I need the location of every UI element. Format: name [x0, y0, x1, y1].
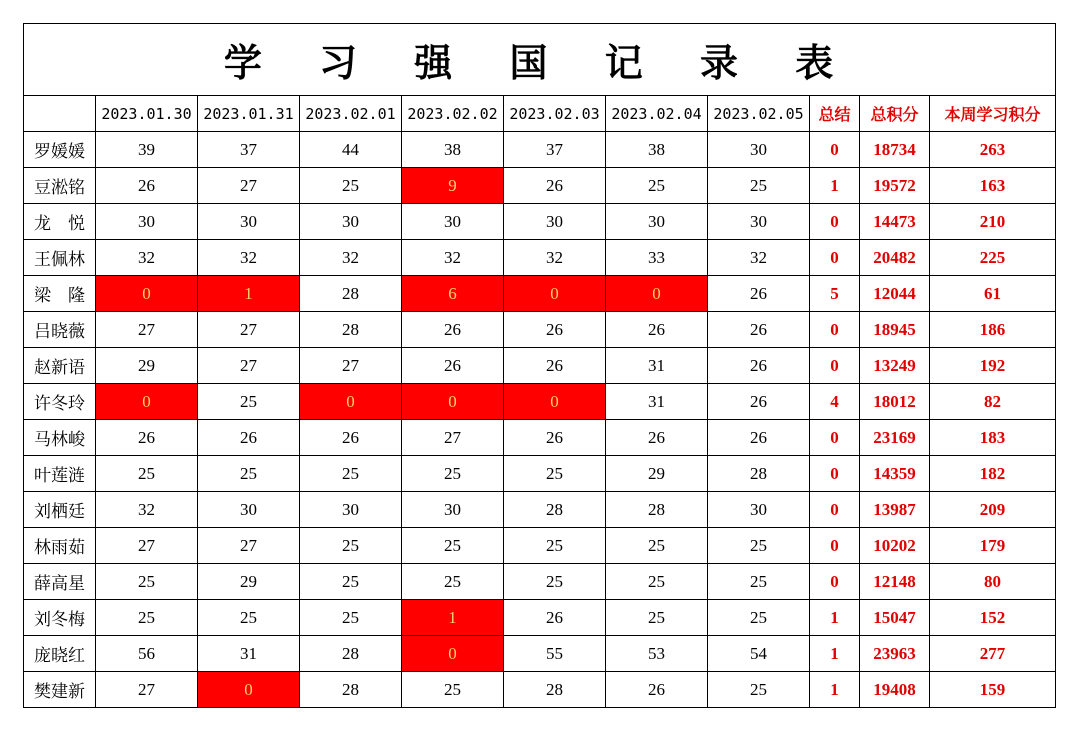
- score-cell: 30: [96, 204, 198, 240]
- score-cell: 25: [504, 564, 606, 600]
- name-cell: 罗媛媛: [24, 132, 96, 168]
- table-row: [24, 672, 1056, 708]
- table-row: [24, 600, 1056, 636]
- score-cell: 25: [504, 528, 606, 564]
- score-cell: 26: [708, 312, 810, 348]
- score-cell: 31: [606, 348, 708, 384]
- score-cell: 32: [198, 240, 300, 276]
- name-cell: 樊建新: [24, 672, 96, 708]
- score-cell: 26: [504, 312, 606, 348]
- total-cell: 23963: [860, 636, 930, 672]
- score-cell: 29: [96, 348, 198, 384]
- name-cell: 龙 悦: [24, 204, 96, 240]
- table-row: [24, 204, 1056, 240]
- total-cell: 20482: [860, 240, 930, 276]
- record-sheet: [23, 23, 1055, 708]
- score-cell: 30: [708, 204, 810, 240]
- score-cell: 26: [708, 348, 810, 384]
- table-row: [24, 528, 1056, 564]
- score-cell: 25: [96, 600, 198, 636]
- score-cell: 25: [300, 600, 402, 636]
- score-cell: 32: [300, 240, 402, 276]
- week-cell: 183: [930, 420, 1056, 456]
- week-cell: 179: [930, 528, 1056, 564]
- total-cell: 13249: [860, 348, 930, 384]
- score-cell: 26: [708, 420, 810, 456]
- total-cell: 18945: [860, 312, 930, 348]
- total-cell: 10202: [860, 528, 930, 564]
- score-cell: 30: [606, 204, 708, 240]
- week-cell: 159: [930, 672, 1056, 708]
- summary-cell: 0: [810, 456, 860, 492]
- score-cell: 26: [606, 420, 708, 456]
- total-cell: 12148: [860, 564, 930, 600]
- summary-cell: 4: [810, 384, 860, 420]
- flagged-score-cell: 0: [606, 276, 708, 312]
- score-cell: 27: [198, 348, 300, 384]
- score-cell: 54: [708, 636, 810, 672]
- week-cell: 61: [930, 276, 1056, 312]
- summary-cell: 1: [810, 168, 860, 204]
- score-cell: 38: [402, 132, 504, 168]
- table-row: [24, 168, 1056, 204]
- score-cell: 39: [96, 132, 198, 168]
- week-cell: 163: [930, 168, 1056, 204]
- record-table: [23, 23, 1056, 708]
- flagged-score-cell: 0: [402, 636, 504, 672]
- name-cell: 梁 隆: [24, 276, 96, 312]
- name-cell: 刘冬梅: [24, 600, 96, 636]
- score-cell: 26: [504, 168, 606, 204]
- flagged-score-cell: 0: [402, 384, 504, 420]
- score-cell: 32: [402, 240, 504, 276]
- score-cell: 27: [300, 348, 402, 384]
- total-cell: 14473: [860, 204, 930, 240]
- summary-cell: 0: [810, 132, 860, 168]
- summary-cell: 0: [810, 204, 860, 240]
- summary-cell: 0: [810, 564, 860, 600]
- score-cell: 25: [198, 384, 300, 420]
- summary-cell: 1: [810, 636, 860, 672]
- score-cell: 29: [198, 564, 300, 600]
- summary-cell: 0: [810, 348, 860, 384]
- name-cell: 豆淞铭: [24, 168, 96, 204]
- score-cell: 38: [606, 132, 708, 168]
- score-cell: 27: [198, 312, 300, 348]
- score-cell: 37: [504, 132, 606, 168]
- score-cell: 26: [96, 420, 198, 456]
- total-cell: 23169: [860, 420, 930, 456]
- summary-cell: 0: [810, 240, 860, 276]
- score-cell: 30: [300, 204, 402, 240]
- name-cell: 马林峻: [24, 420, 96, 456]
- summary-cell: 1: [810, 600, 860, 636]
- score-cell: 44: [300, 132, 402, 168]
- header-name: [24, 96, 96, 132]
- header-date: 2023.02.03: [504, 96, 606, 132]
- week-cell: 80: [930, 564, 1056, 600]
- header-week: 本周学习积分: [930, 96, 1056, 132]
- score-cell: 26: [606, 312, 708, 348]
- score-cell: 25: [708, 168, 810, 204]
- score-cell: 25: [708, 672, 810, 708]
- score-cell: 28: [300, 276, 402, 312]
- week-cell: 209: [930, 492, 1056, 528]
- table-row: [24, 240, 1056, 276]
- score-cell: 33: [606, 240, 708, 276]
- table-row: [24, 132, 1056, 168]
- score-cell: 32: [504, 240, 606, 276]
- flagged-score-cell: 0: [198, 672, 300, 708]
- score-cell: 26: [606, 672, 708, 708]
- total-cell: 19572: [860, 168, 930, 204]
- score-cell: 30: [198, 492, 300, 528]
- score-cell: 25: [402, 528, 504, 564]
- score-cell: 28: [300, 636, 402, 672]
- score-cell: 32: [96, 240, 198, 276]
- score-cell: 31: [606, 384, 708, 420]
- score-cell: 26: [402, 312, 504, 348]
- score-cell: 26: [300, 420, 402, 456]
- score-cell: 26: [504, 600, 606, 636]
- score-cell: 30: [708, 132, 810, 168]
- score-cell: 28: [504, 492, 606, 528]
- score-cell: 27: [402, 420, 504, 456]
- total-cell: 12044: [860, 276, 930, 312]
- score-cell: 53: [606, 636, 708, 672]
- header-total: 总积分: [860, 96, 930, 132]
- header-date: 2023.02.02: [402, 96, 504, 132]
- score-cell: 26: [504, 348, 606, 384]
- score-cell: 32: [96, 492, 198, 528]
- score-cell: 27: [96, 672, 198, 708]
- score-cell: 37: [198, 132, 300, 168]
- score-cell: 25: [402, 672, 504, 708]
- table-body: [24, 132, 1056, 708]
- score-cell: 26: [198, 420, 300, 456]
- summary-cell: 1: [810, 672, 860, 708]
- score-cell: 30: [708, 492, 810, 528]
- table-row: [24, 636, 1056, 672]
- flagged-score-cell: 0: [300, 384, 402, 420]
- week-cell: 152: [930, 600, 1056, 636]
- flagged-score-cell: 1: [402, 600, 504, 636]
- score-cell: 25: [300, 168, 402, 204]
- score-cell: 25: [606, 564, 708, 600]
- flagged-score-cell: 0: [96, 276, 198, 312]
- name-cell: 庞晓红: [24, 636, 96, 672]
- summary-cell: 0: [810, 420, 860, 456]
- score-cell: 25: [402, 456, 504, 492]
- flagged-score-cell: 0: [504, 276, 606, 312]
- score-cell: 28: [504, 672, 606, 708]
- header-date: 2023.02.04: [606, 96, 708, 132]
- score-cell: 25: [708, 564, 810, 600]
- header-date: 2023.01.31: [198, 96, 300, 132]
- name-cell: 王佩林: [24, 240, 96, 276]
- score-cell: 27: [198, 168, 300, 204]
- score-cell: 29: [606, 456, 708, 492]
- score-cell: 32: [708, 240, 810, 276]
- score-cell: 25: [606, 600, 708, 636]
- score-cell: 28: [708, 456, 810, 492]
- total-cell: 13987: [860, 492, 930, 528]
- header-date: 2023.01.30: [96, 96, 198, 132]
- week-cell: 82: [930, 384, 1056, 420]
- score-cell: 25: [300, 528, 402, 564]
- score-cell: 25: [300, 456, 402, 492]
- score-cell: 26: [504, 420, 606, 456]
- header-date: 2023.02.05: [708, 96, 810, 132]
- score-cell: 25: [198, 456, 300, 492]
- summary-cell: 0: [810, 492, 860, 528]
- table-row: [24, 348, 1056, 384]
- sheet-title: 学 习 强 国 记 录 表: [24, 24, 1056, 96]
- score-cell: 27: [96, 312, 198, 348]
- name-cell: 林雨茹: [24, 528, 96, 564]
- score-cell: 25: [606, 168, 708, 204]
- summary-cell: 0: [810, 312, 860, 348]
- summary-cell: 0: [810, 528, 860, 564]
- table-row: [24, 312, 1056, 348]
- summary-cell: 5: [810, 276, 860, 312]
- name-cell: 吕晓薇: [24, 312, 96, 348]
- score-cell: 25: [198, 600, 300, 636]
- header-date: 2023.02.01: [300, 96, 402, 132]
- name-cell: 赵新语: [24, 348, 96, 384]
- score-cell: 55: [504, 636, 606, 672]
- score-cell: 26: [708, 276, 810, 312]
- score-cell: 30: [300, 492, 402, 528]
- name-cell: 叶莲涟: [24, 456, 96, 492]
- flagged-score-cell: 0: [504, 384, 606, 420]
- week-cell: 225: [930, 240, 1056, 276]
- score-cell: 30: [402, 492, 504, 528]
- header-row: [24, 96, 1056, 132]
- table-row: [24, 492, 1056, 528]
- score-cell: 28: [606, 492, 708, 528]
- total-cell: 18012: [860, 384, 930, 420]
- score-cell: 27: [198, 528, 300, 564]
- flagged-score-cell: 1: [198, 276, 300, 312]
- flagged-score-cell: 0: [96, 384, 198, 420]
- table-row: [24, 420, 1056, 456]
- score-cell: 26: [708, 384, 810, 420]
- week-cell: 277: [930, 636, 1056, 672]
- score-cell: 27: [96, 528, 198, 564]
- score-cell: 25: [708, 528, 810, 564]
- score-cell: 25: [96, 456, 198, 492]
- flagged-score-cell: 6: [402, 276, 504, 312]
- table-row: [24, 276, 1056, 312]
- score-cell: 31: [198, 636, 300, 672]
- total-cell: 14359: [860, 456, 930, 492]
- week-cell: 186: [930, 312, 1056, 348]
- week-cell: 263: [930, 132, 1056, 168]
- total-cell: 19408: [860, 672, 930, 708]
- score-cell: 25: [708, 600, 810, 636]
- week-cell: 210: [930, 204, 1056, 240]
- table-row: [24, 564, 1056, 600]
- score-cell: 30: [402, 204, 504, 240]
- score-cell: 28: [300, 672, 402, 708]
- table-row: [24, 384, 1056, 420]
- score-cell: 25: [504, 456, 606, 492]
- name-cell: 刘栖廷: [24, 492, 96, 528]
- total-cell: 15047: [860, 600, 930, 636]
- name-cell: 许冬玲: [24, 384, 96, 420]
- week-cell: 192: [930, 348, 1056, 384]
- score-cell: 25: [402, 564, 504, 600]
- score-cell: 26: [402, 348, 504, 384]
- table-row: [24, 456, 1056, 492]
- score-cell: 30: [504, 204, 606, 240]
- name-cell: 薛高星: [24, 564, 96, 600]
- score-cell: 30: [198, 204, 300, 240]
- score-cell: 26: [96, 168, 198, 204]
- score-cell: 25: [96, 564, 198, 600]
- flagged-score-cell: 9: [402, 168, 504, 204]
- score-cell: 25: [606, 528, 708, 564]
- header-summary: 总结: [810, 96, 860, 132]
- total-cell: 18734: [860, 132, 930, 168]
- score-cell: 25: [300, 564, 402, 600]
- score-cell: 56: [96, 636, 198, 672]
- score-cell: 28: [300, 312, 402, 348]
- week-cell: 182: [930, 456, 1056, 492]
